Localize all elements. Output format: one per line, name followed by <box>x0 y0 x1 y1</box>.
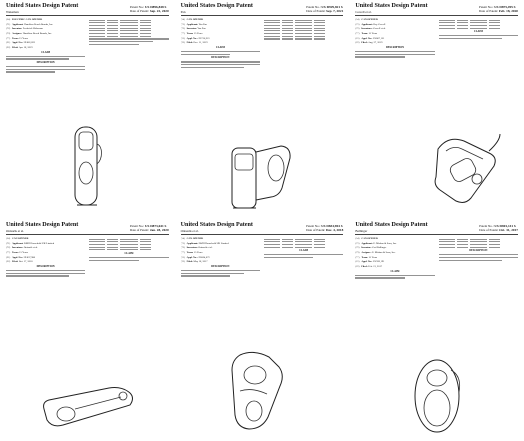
patent-header <box>181 3 344 16</box>
field-71: (71) Applicant: Hamilton Beach Brands, Inc. <box>6 22 54 26</box>
patent-meta: Patent No.: US D929,821 S Date of Patent: Sep. 7, 2021 <box>306 5 344 13</box>
patent-meta: Patent No.: US D896,848 S Date of Patent: Sep. 22, 2020 <box>129 5 169 13</box>
patent-office-title: United States Design Patent Cowell et al. <box>355 3 428 14</box>
patent-office-title: United States Design Patent Onisarik et al. <box>6 222 79 233</box>
references-column: DESCRIPTION <box>439 237 518 280</box>
bibliographic-column: (54) CAN OPENER (71) Applicant: DMH Household UK Limited (72) Inventors: Onisarik et al. (**) Term: 15 Years (21) Appl. No.: 29/637,986 (22) Filed: Oct. 17, 2018 DESCRIPTION <box>6 237 85 278</box>
compact-can-opener-drawing <box>222 347 302 437</box>
patent-card-6 <box>353 221 520 441</box>
can-opener-figure <box>222 347 302 437</box>
field-22: (22) Filed: Apr. 18, 2019 <box>6 46 33 50</box>
patent-header <box>355 3 518 16</box>
references-column: CLAIM <box>89 237 168 278</box>
patent-header <box>181 222 344 235</box>
references-column: CLAIM <box>264 237 343 278</box>
bibliographic-column: (54) CAN OPENER (71) Applicant: Yan Pan (72) Inventor: Yan Pan (**) Term: 15 Years (21) Appl. No.: 29/716,321 (22) Filed: Dec. 11, 2019 CLAIM DESCRIPTION <box>181 18 260 69</box>
can-opener-figure <box>224 130 300 216</box>
references-column <box>89 18 168 74</box>
inventor-name: Onisarik et al. <box>180 229 199 233</box>
can-opener-figure <box>404 354 470 438</box>
bibliographic-column: (54) CAN OPENER (71) Applicant: Roy Cowell (72) Inventors: Cowell et al. (**) Term: 15 Years (21) Appl. No.: 29/667,151 (22) Filed: Aug. 27, 2019 DESCRIPTION <box>355 18 434 59</box>
field-term: (**) Term: 15 Years <box>6 36 28 40</box>
can-opener-figure <box>63 119 111 211</box>
claim-heading: CLAIM <box>41 50 51 54</box>
patent-header <box>355 222 518 235</box>
patent-meta: Patent No.: US D873,641 S Date of Patent: Jan. 28, 2020 <box>129 224 169 232</box>
tall-can-opener-drawing <box>63 119 111 211</box>
references-column: CLAIM <box>439 18 518 59</box>
handle-can-opener-drawing <box>428 131 504 209</box>
can-opener-figure <box>428 131 504 209</box>
can-opener-figure <box>39 375 135 433</box>
field-73: (73) Assignee: Hamilton Beach Brands, Inc. <box>6 32 52 36</box>
patent-card-2 <box>179 2 346 221</box>
bibliographic-column <box>6 18 85 74</box>
patent-header <box>6 222 169 235</box>
patent-card-1 <box>4 2 171 221</box>
inventor-name: Wakeman <box>6 10 19 14</box>
patent-header <box>6 3 169 16</box>
references-column <box>264 18 343 69</box>
patent-card-5 <box>179 221 346 441</box>
patent-office-title: United States Design Patent Ballinger <box>355 222 428 233</box>
patent-office-title: United States Design Patent Onisarik et al. <box>180 222 253 233</box>
field-54: (54) ELECTRIC CAN OPENER <box>6 18 43 21</box>
inventor-name: Onisarik et al. <box>6 229 24 233</box>
patent-card-3 <box>353 2 520 221</box>
patent-office-title: United States Design Patent Wakeman <box>6 3 79 14</box>
patent-meta: Patent No.: US D875,495 S Date of Patent: Feb. 18, 2020 <box>479 5 518 13</box>
inventor-name: Ballinger <box>355 229 368 233</box>
side-can-opener-drawing <box>224 130 300 216</box>
patent-meta: Patent No.: US D801,141 S Date of Patent: Oct. 31, 2017 <box>479 224 518 232</box>
field-72: (72) Inventor: Frederick Wakeman <box>6 27 43 31</box>
inventor-name: Pan <box>180 10 186 14</box>
field-21: (21) Appl. No.: 29/681,823 <box>6 41 35 45</box>
oval-can-opener-drawing <box>404 354 470 438</box>
bibliographic-column: (54) CAN OPENER (71) Applicant: E. Mishan & Sons, Inc. (72) Inventor: Carl Ballinger (73) Assignee: E. Mishan & Sons, Inc. (**) Term: 15 Years (21) Appl. No.: 29/590,191 (22) Filed: Feb. 21, 2017 CLAIM <box>355 237 434 280</box>
inventor-name: Cowell et al. <box>355 10 372 14</box>
long-can-opener-drawing <box>39 375 135 433</box>
description-heading: DESCRIPTION <box>36 61 55 65</box>
patent-office-title: United States Design Patent Pan <box>180 3 253 14</box>
patent-card-4 <box>4 221 171 441</box>
patent-meta: Patent No.: US D834,904 S Date of Patent: Dec. 4, 2018 <box>306 224 344 232</box>
bibliographic-column: (54) CAN OPENER (71) Applicant: DMH Household UK Limited (72) Inventors: Onisarik et al. (**) Term: 15 Years (21) Appl. No.: 29/604,072 (22) Filed: May 18, 2017 DESCRIPTION <box>181 237 260 278</box>
